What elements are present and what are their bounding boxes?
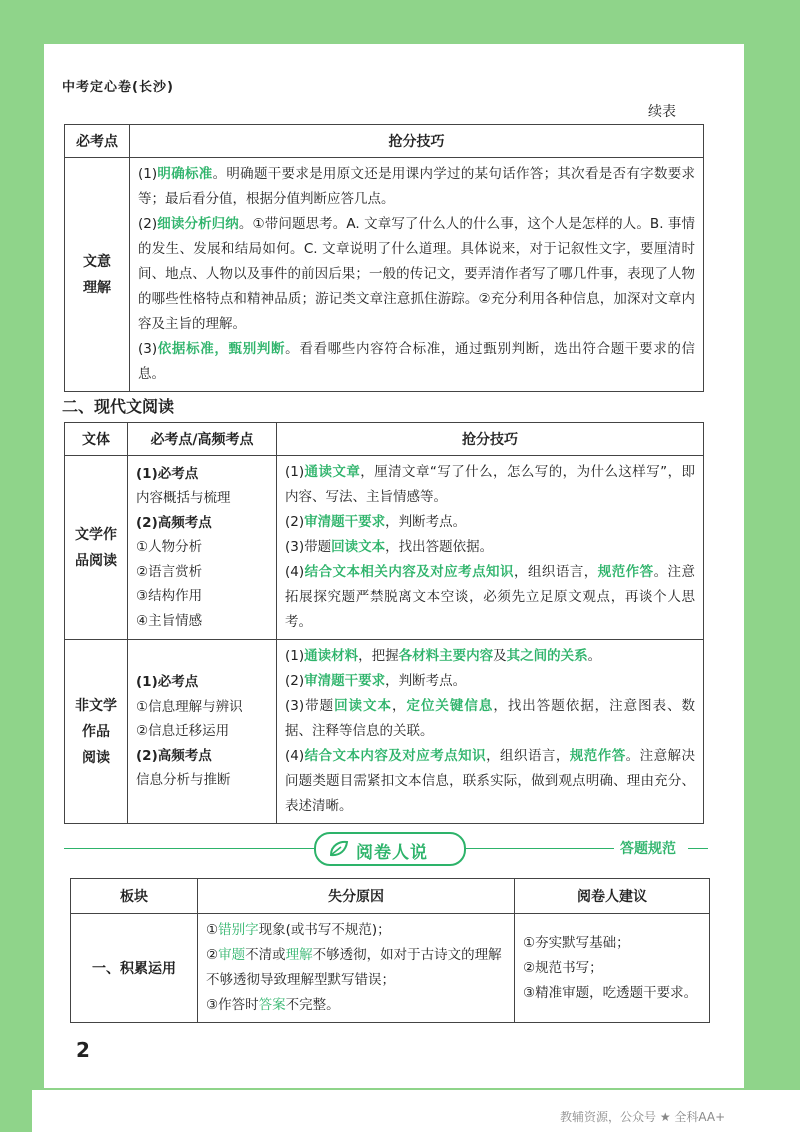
point-heading: (1)必考点 xyxy=(136,465,199,482)
book-title: 中考定心卷(长沙) xyxy=(62,80,174,95)
tips-cell xyxy=(130,158,704,392)
table-header-row xyxy=(71,879,710,914)
text: 。明确题干要求是用原文还是用课内学过的某句话作答；其次看是否有字数要求等；最后看分值，根据分值判断应答几点。 xyxy=(138,166,696,207)
banner-right-label: 答题规范 xyxy=(620,841,676,857)
row-label-text: 非文学 作品 阅读 xyxy=(75,697,117,766)
table-row xyxy=(65,456,704,640)
text: (4) xyxy=(285,748,305,764)
text: (1) xyxy=(285,648,305,664)
tips-cell xyxy=(277,640,704,824)
tip-step-1 xyxy=(285,460,695,510)
text: ，找出答题依据，注意图表、数据、注释等信息的关联。 xyxy=(285,698,696,739)
highlight: 审清题干要求 xyxy=(304,673,386,689)
header-genre: 文体 xyxy=(65,423,128,456)
text: ， xyxy=(391,698,407,714)
highlight: 错别字 xyxy=(218,922,259,938)
text: ，判断考点。 xyxy=(385,514,467,530)
advice-item: ③精准审题，吃透题干要求。 xyxy=(523,984,698,1001)
point-heading: (2)高频考点 xyxy=(136,747,212,764)
point-item: ①人物分析 xyxy=(136,539,203,556)
tip-step-1 xyxy=(285,644,695,669)
row-label-text: 文意 理解 xyxy=(83,253,111,296)
document-page xyxy=(44,44,744,1088)
text: (3)带题 xyxy=(285,539,332,555)
point-item: ②信息迁移运用 xyxy=(136,723,230,740)
text: ② xyxy=(206,947,219,963)
text: 。注意解决问题类题目需紧扣文本信息，联系实际，做到观点明确、理由充分、表述清晰。 xyxy=(285,748,696,814)
highlight: 理解 xyxy=(285,947,313,963)
header-reasons: 失分原因 xyxy=(198,879,515,914)
highlight: 通读材料 xyxy=(304,648,359,664)
advice-item: ①夯实默写基础； xyxy=(523,934,630,951)
text: (4) xyxy=(285,564,305,580)
header-required-point: 必考点 xyxy=(65,125,130,158)
highlight: 其之间的关系 xyxy=(506,648,588,664)
row-label-literary xyxy=(65,456,128,640)
text: ，厘清文章“写了什么，怎么写的，为什么这样写”，即内容、写法、主旨情感等。 xyxy=(285,464,695,505)
highlight: 明确标准 xyxy=(157,166,213,182)
green-left-margin xyxy=(0,0,32,1132)
reasons-cell xyxy=(198,914,515,1023)
num: (3) xyxy=(138,341,158,357)
row-label-non-literary xyxy=(65,640,128,824)
text: 。注意拓展探究题严禁脱离文本空谈，必须先立足原文观点，再谈个人思考。 xyxy=(285,564,696,630)
text: 及 xyxy=(493,648,507,664)
text: ③作答时 xyxy=(206,997,259,1013)
text: (2) xyxy=(285,514,305,530)
text: ，组织语言， xyxy=(486,748,570,764)
reason-2 xyxy=(206,943,506,993)
table-header-row xyxy=(65,423,704,456)
highlight: 结合文本内容及对应考点知识 xyxy=(304,748,487,764)
table-row xyxy=(65,640,704,824)
advice-cell xyxy=(515,914,710,1023)
header-tips: 抢分技巧 xyxy=(277,423,704,456)
tips-cell xyxy=(277,456,704,640)
tip-paragraph-3 xyxy=(138,337,695,387)
highlight: 通读文章 xyxy=(304,464,361,480)
highlight: 规范作答 xyxy=(569,748,626,764)
tip-step-3 xyxy=(285,535,695,560)
text: 不完整。 xyxy=(285,997,340,1013)
watermark-text: 教辅资源，公众号 ★ 全科AA+ xyxy=(560,1110,726,1124)
table-grader-feedback xyxy=(70,878,710,1023)
highlight: 回读文本 xyxy=(331,539,386,555)
banner-title: 阅卷人说 xyxy=(356,843,428,863)
highlight: 回读文本 xyxy=(334,698,392,714)
header-advice: 阅卷人建议 xyxy=(515,879,710,914)
header-points: 必考点/高频考点 xyxy=(128,423,277,456)
num: (2) xyxy=(138,216,158,232)
text: 不够透彻，如对于古诗文的理解不够透彻导致理解型默写错误； xyxy=(206,947,502,988)
row-label-text: 文学作 品阅读 xyxy=(75,526,117,569)
tip-paragraph-2 xyxy=(138,212,695,337)
table-text-understanding xyxy=(64,124,704,392)
advice-item: ②规范书写； xyxy=(523,959,603,976)
banner-line-left xyxy=(64,848,314,849)
points-cell xyxy=(128,456,277,640)
point-item: ③结构作用 xyxy=(136,588,203,605)
text: 。看看哪些内容符合标准，通过甄别判断，选出符合题干要求的信息。 xyxy=(138,341,695,382)
tip-step-4 xyxy=(285,744,695,819)
text: ，找出答题依据。 xyxy=(385,539,494,555)
tip-step-2 xyxy=(285,669,695,694)
highlight: 各材料主要内容 xyxy=(398,648,494,664)
grader-says-banner xyxy=(64,832,708,866)
table-header-row xyxy=(65,125,704,158)
tip-step-4 xyxy=(285,560,695,635)
tip-step-3 xyxy=(285,694,695,744)
text: (3)带题 xyxy=(285,698,335,714)
text: 现象(或书写不规范)； xyxy=(258,922,391,938)
text: (2) xyxy=(285,673,305,689)
banner-pill xyxy=(314,832,466,866)
banner-line-right xyxy=(688,848,708,849)
highlight: 审清题干要求 xyxy=(304,514,386,530)
points-cell xyxy=(128,640,277,824)
page-number: 2 xyxy=(76,1038,90,1062)
point-item: 信息分析与推断 xyxy=(136,772,231,789)
point-item: ②语言赏析 xyxy=(136,563,203,580)
tip-step-2 xyxy=(285,510,695,535)
num: (1) xyxy=(138,166,158,182)
point-item: ①信息理解与辨识 xyxy=(136,698,243,715)
reason-1 xyxy=(206,918,506,943)
reason-3 xyxy=(206,993,506,1018)
text: 不清或 xyxy=(245,947,286,963)
text: ，判断考点。 xyxy=(385,673,467,689)
text: ① xyxy=(206,922,219,938)
header-scoring-tips: 抢分技巧 xyxy=(130,125,704,158)
point-heading: (2)高频考点 xyxy=(136,514,212,531)
header-section: 板块 xyxy=(71,879,198,914)
text: ，组织语言， xyxy=(513,564,598,580)
tip-paragraph-1 xyxy=(138,162,695,212)
table-row xyxy=(71,914,710,1023)
table-modern-reading xyxy=(64,422,704,824)
point-heading: (1)必考点 xyxy=(136,674,199,691)
highlight: 答案 xyxy=(258,997,286,1013)
point-item: 内容概括与梳理 xyxy=(136,490,231,507)
highlight: 审题 xyxy=(218,947,246,963)
table-row xyxy=(65,158,704,392)
highlight: 细读分析归纳 xyxy=(157,216,239,232)
banner-line-mid xyxy=(464,848,614,849)
highlight: 定位关键信息 xyxy=(406,698,494,714)
highlight: 结合文本相关内容及对应考点知识 xyxy=(304,564,514,580)
leaf-icon xyxy=(328,839,350,863)
highlight: 规范作答 xyxy=(597,564,654,580)
text: (1) xyxy=(285,464,305,480)
point-item: ④主旨情感 xyxy=(136,612,203,629)
text: 。 xyxy=(587,648,602,664)
text: 。①带问题思考。A. 文章写了什么人的什么事，这个人是怎样的人。B. 事情的发生、发展和结局如何。C. 文章说明了什么道理。具体说来，对于记叙性文字，要厘清时间、地点、人物以及事件的前因后果；一般的传记文，要弄清作者写了哪几件事，表现了人物的哪些性格特点和精神品质；游记类文章注意抓住游踪。②充分利用各种信息，加深对文章内容及主旨的理解。 xyxy=(138,216,695,332)
highlight: 依据标准，甄别判断 xyxy=(157,341,286,357)
row-label-text-meaning xyxy=(65,158,130,392)
row-label-accumulation: 一、积累运用 xyxy=(71,914,198,1023)
continued-label: 续表 xyxy=(648,104,676,120)
section-title-modern-reading: 二、现代文阅读 xyxy=(62,397,175,416)
text: ，把握 xyxy=(358,648,399,664)
